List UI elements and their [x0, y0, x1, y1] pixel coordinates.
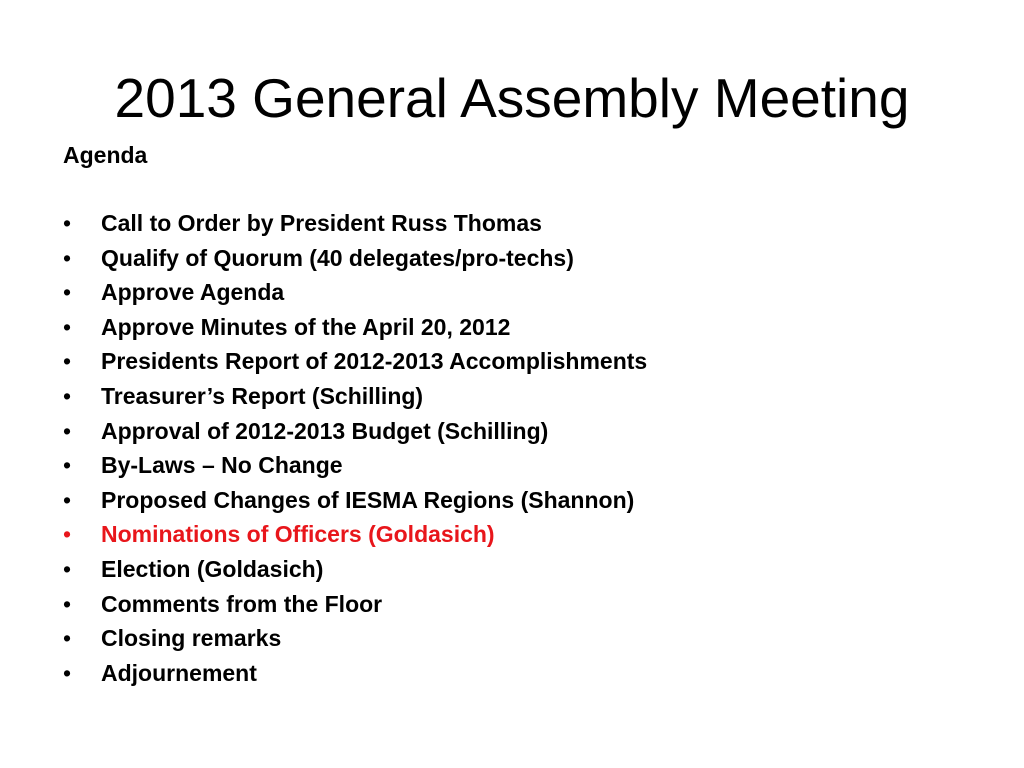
agenda-item-text: Qualify of Quorum (40 delegates/pro-techs) — [101, 244, 574, 271]
bullet-icon: • — [63, 244, 72, 271]
agenda-item-text: Approval of 2012-2013 Budget (Schilling) — [101, 417, 549, 444]
agenda-item — [63, 241, 1003, 276]
agenda-item — [63, 483, 1003, 518]
agenda-item-text: By-Laws – No Change — [101, 452, 343, 479]
agenda-item — [63, 656, 1003, 691]
bullet-icon: • — [63, 279, 72, 306]
agenda-item — [63, 587, 1003, 622]
agenda-item — [63, 448, 1003, 483]
slide-content — [63, 138, 1003, 690]
bullet-icon: • — [63, 382, 72, 409]
agenda-item-text: Comments from the Floor — [101, 590, 383, 617]
bullet-icon: • — [63, 417, 72, 444]
bullet-icon: • — [63, 313, 72, 340]
agenda-item-text: Approve Agenda — [101, 279, 285, 306]
agenda-item — [63, 517, 1003, 552]
agenda-item — [63, 206, 1003, 241]
agenda-item-text: Treasurer’s Report (Schilling) — [101, 382, 424, 409]
bullet-icon: • — [63, 659, 72, 686]
agenda-item — [63, 275, 1003, 310]
agenda-item-text: Adjournement — [101, 659, 257, 686]
agenda-item-text: Approve Minutes of the April 20, 2012 — [101, 313, 511, 340]
bullet-icon: • — [63, 555, 72, 582]
bullet-icon: • — [63, 210, 72, 236]
agenda-item — [63, 344, 1003, 379]
agenda-item — [63, 414, 1003, 449]
agenda-item-text: Call to Order by President Russ Thomas — [101, 210, 542, 236]
agenda-item — [63, 379, 1003, 414]
bullet-icon: • — [63, 452, 72, 479]
bullet-icon: • — [63, 348, 72, 375]
bullet-icon: • — [63, 486, 72, 513]
agenda-item-text: Election (Goldasich) — [101, 555, 324, 582]
bullet-icon: • — [63, 590, 72, 617]
agenda-list — [63, 206, 1003, 690]
bullet-icon: • — [63, 521, 72, 548]
agenda-item-text: Proposed Changes of IESMA Regions (Shannon) — [101, 486, 635, 513]
agenda-item — [63, 621, 1003, 656]
agenda-item — [63, 552, 1003, 587]
agenda-item-text: Presidents Report of 2012-2013 Accomplishments — [101, 348, 648, 375]
agenda-item — [63, 310, 1003, 345]
agenda-item-text: Closing remarks — [101, 625, 282, 652]
agenda-heading: Agenda — [63, 142, 148, 168]
bullet-icon: • — [63, 625, 72, 652]
agenda-item-text: Nominations of Officers (Goldasich) — [101, 521, 495, 548]
slide-title: 2013 General Assembly Meeting — [114, 67, 910, 129]
